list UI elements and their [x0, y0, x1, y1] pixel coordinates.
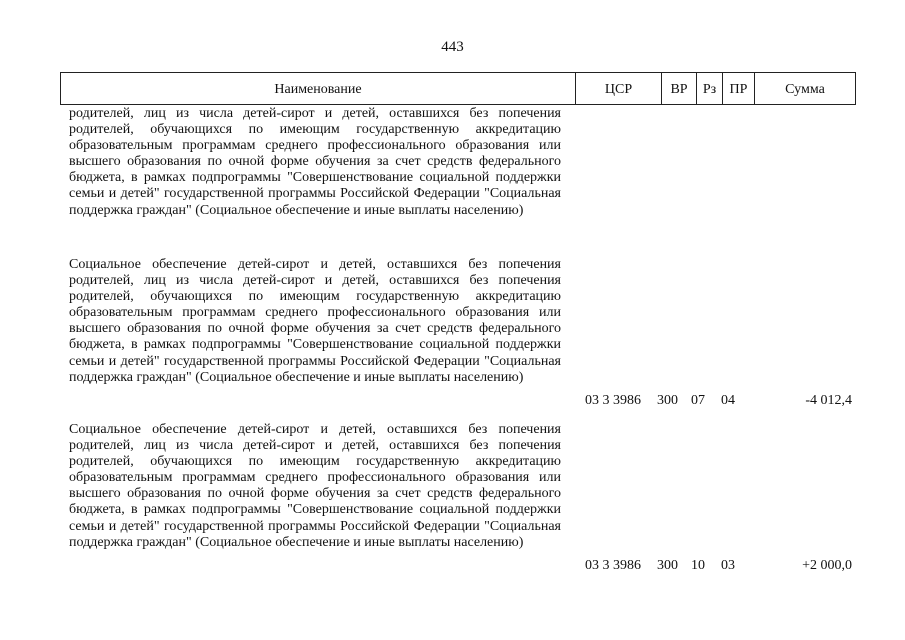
table-header: [60, 72, 856, 105]
row-sum: -4 012,4: [805, 393, 852, 408]
table-row: [60, 257, 856, 412]
row-csr: 03 3 3986: [585, 393, 641, 408]
header-vr: ВР: [661, 73, 696, 104]
row-description: Социальное обеспечение детей-сирот и детей, оставшихся без попечения родителей, лиц из числа детей-сирот и детей, оставшихся без попечения родителей, обучающихся по имеющим государственную аккредитацию образовательным программам среднего профессионального образования или высшего образования по очной форме обучения за счет средств федерального бюджета, в рамках подпрограммы "Совершенствование социальной поддержки семьи и детей" государственной программы Российской Федерации "Социальная поддержка граждан" (Социальное обеспечение и иные выплаты населению): [69, 257, 561, 385]
table-row: [60, 422, 856, 577]
row-vr: 300: [657, 393, 678, 408]
row-vr: 300: [657, 558, 678, 573]
header-csr: ЦСР: [575, 73, 661, 104]
row-description: родителей, лиц из числа детей-сирот и детей, оставшихся без попечения родителей, обучающихся по имеющим государственную аккредитацию образовательным программам среднего профессионального образования или высшего образования по очной форме обучения за счет средств федерального бюджета, в рамках подпрограммы "Совершенствование социальной поддержки семьи и детей" государственной программы Российской Федерации "Социальная поддержка граждан" (Социальное обеспечение и иные выплаты населению): [69, 106, 561, 218]
header-sum: Сумма: [754, 73, 855, 104]
page-number: 443: [441, 39, 464, 55]
table-row: [60, 106, 856, 246]
row-pr: 04: [721, 393, 735, 408]
row-rz: 10: [691, 558, 705, 573]
budget-table: [60, 72, 856, 573]
header-rz: Рз: [696, 73, 722, 104]
row-rz: 07: [691, 393, 705, 408]
row-description: Социальное обеспечение детей-сирот и детей, оставшихся без попечения родителей, лиц из числа детей-сирот и детей, оставшихся без попечения родителей, обучающихся по имеющим государственную аккредитацию образовательным программам среднего профессионального образования или высшего образования по очной форме обучения за счет средств федерального бюджета, в рамках подпрограммы "Совершенствование социальной поддержки семьи и детей" государственной программы Российской Федерации "Социальная поддержка граждан" (Социальное обеспечение и иные выплаты населению): [69, 422, 561, 550]
row-csr: 03 3 3986: [585, 558, 641, 573]
header-name: Наименование: [274, 82, 362, 97]
header-pr: ПР: [722, 73, 754, 104]
row-sum: +2 000,0: [802, 558, 852, 573]
row-pr: 03: [721, 558, 735, 573]
